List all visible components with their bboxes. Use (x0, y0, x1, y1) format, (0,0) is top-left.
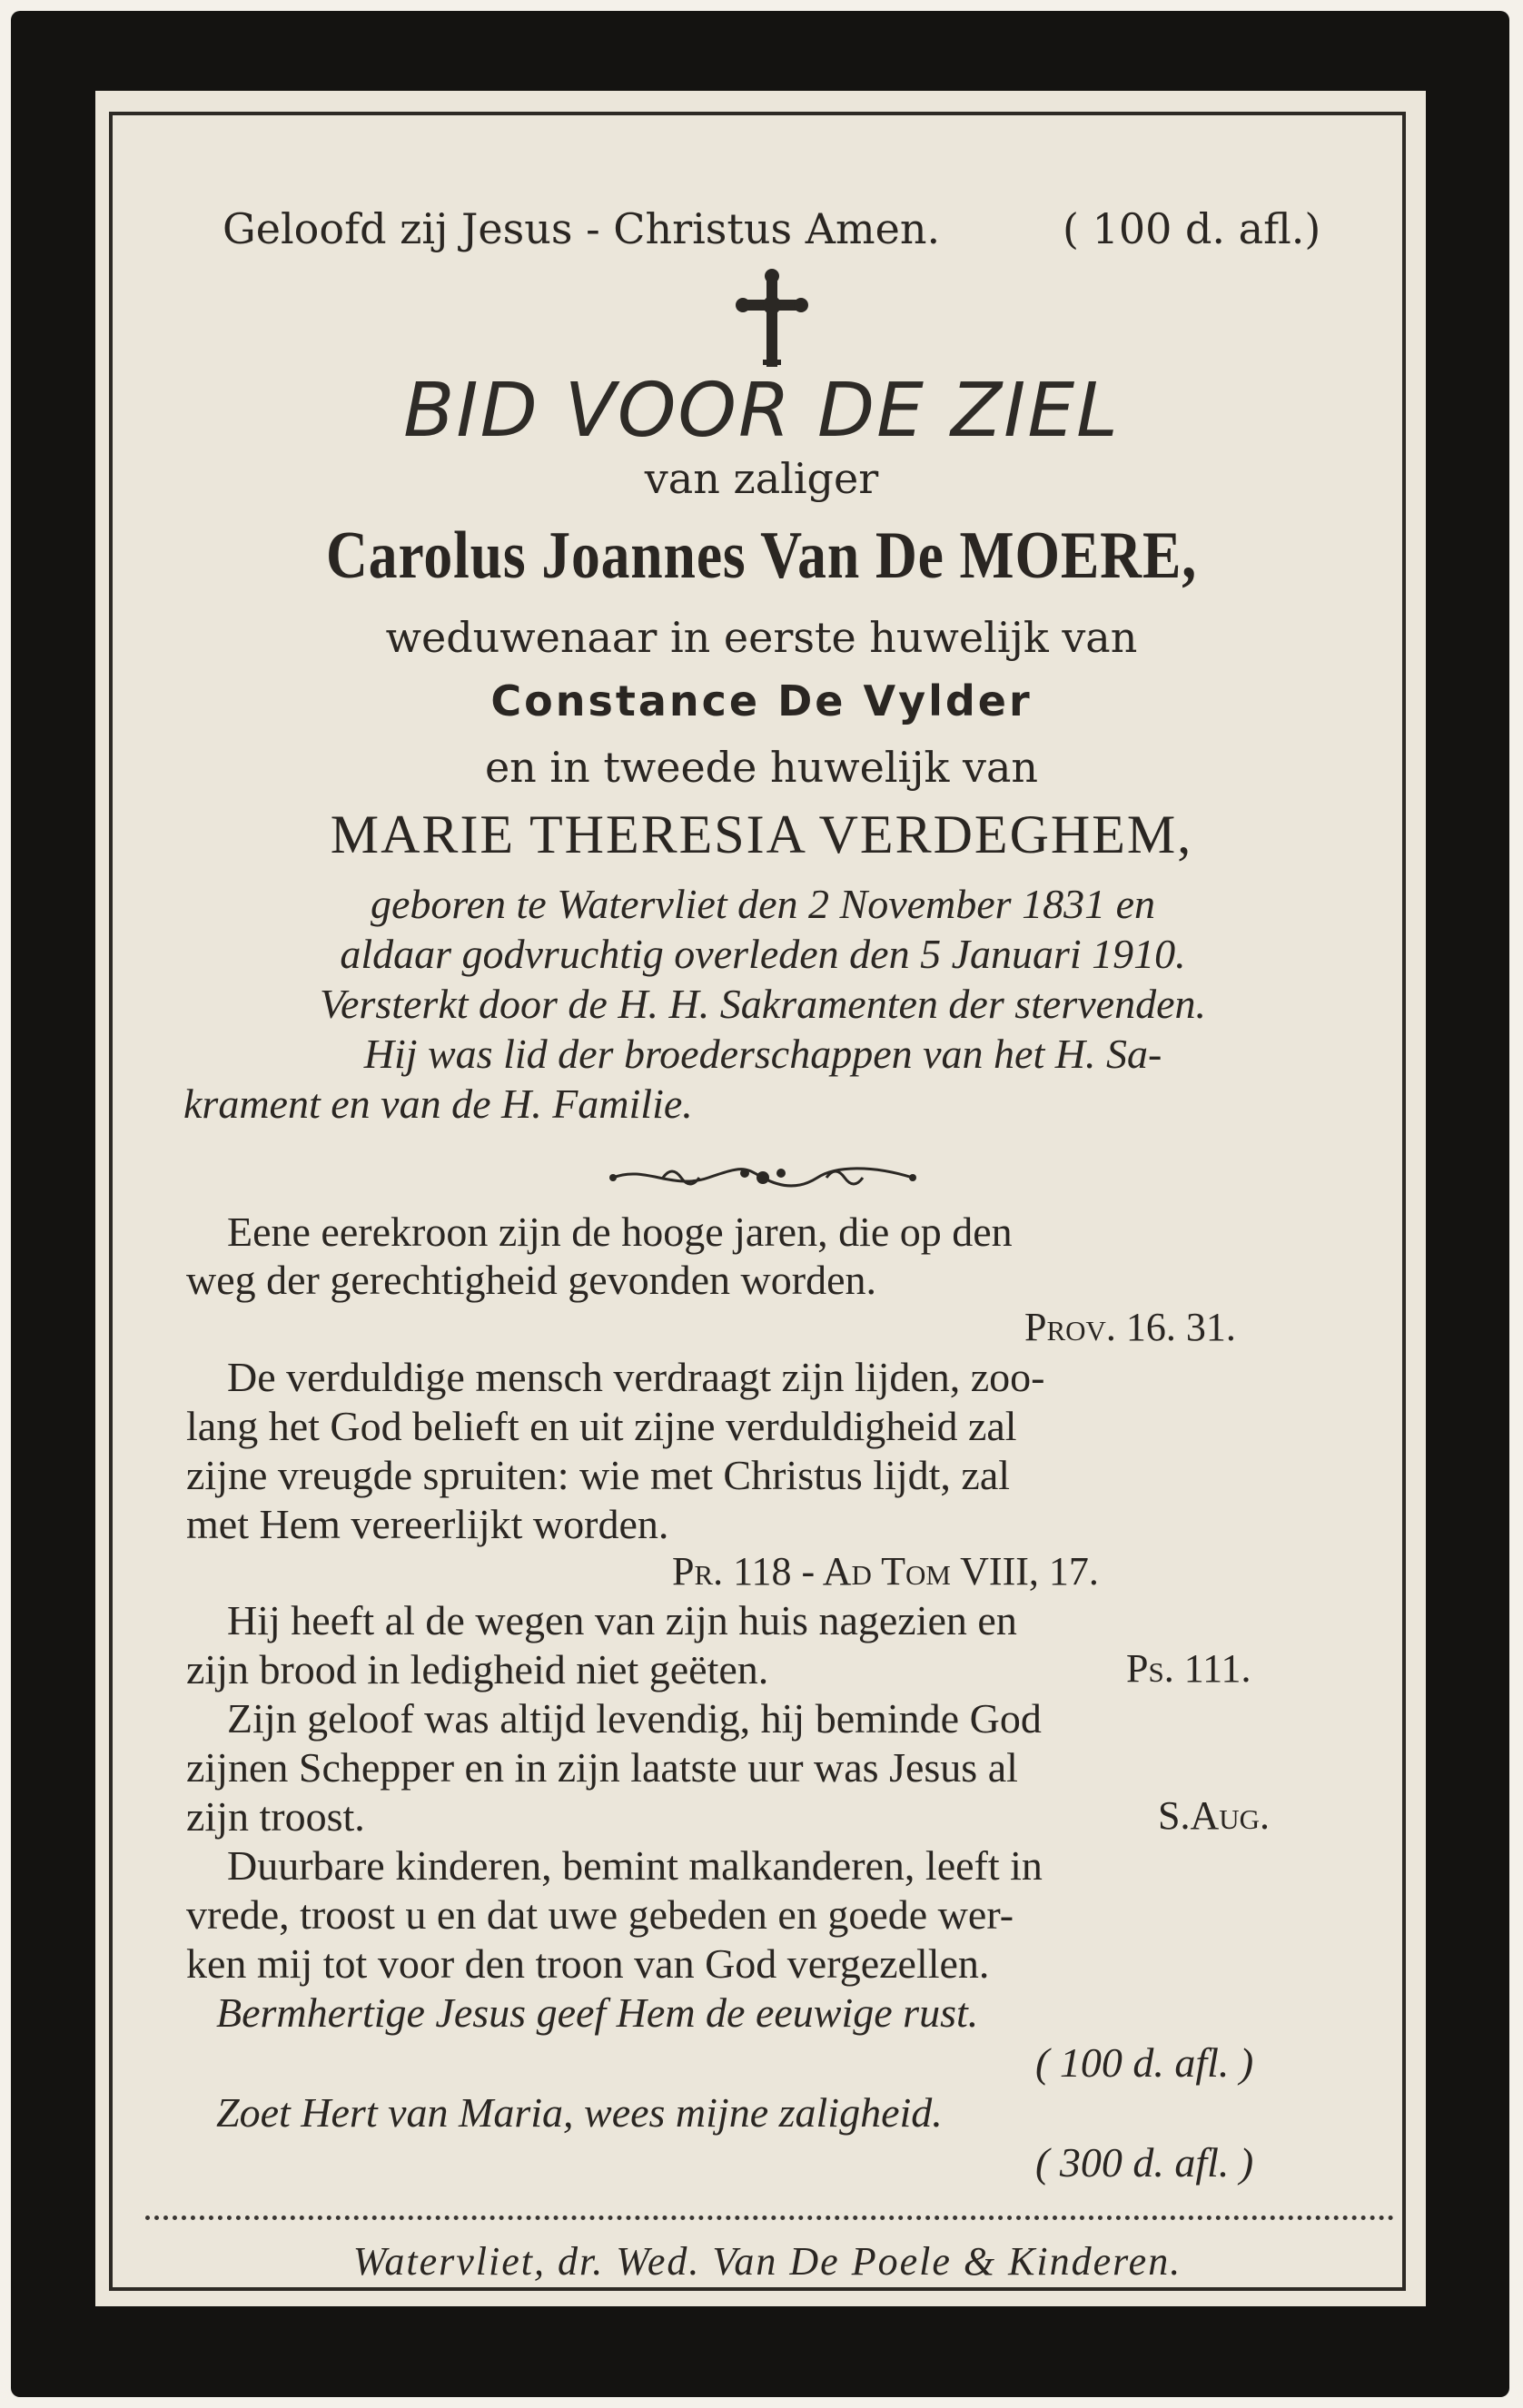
dotted-divider (145, 2216, 1394, 2220)
verse-line: zijn troost. (186, 1793, 365, 1840)
invocation: Geloofd zij Jesus - Christus Amen. (223, 204, 941, 253)
verse-line: zijnen Schepper en in zijn laatste uur was Jesus al (186, 1744, 1018, 1791)
verse-line: zijn brood in ledigheid niet geëten. (186, 1646, 769, 1693)
verse-line: Hij heeft al de wegen van zijn huis nagezien en (227, 1597, 1017, 1643)
verse-line: zijne vreugde spruiten: wie met Christus lijdt, zal (186, 1452, 1011, 1498)
widower-line: weduwenaar in eerste huwelijk van (385, 613, 1138, 662)
second-spouse: MARIE THERESIA VERDEGHEM, (330, 804, 1193, 864)
verse-reference: Pr. 118 - Ad Tom VIII, 17. (672, 1549, 1099, 1594)
verse-line: weg der gerechtigheid gevonden worden. (186, 1257, 876, 1303)
prayer-indulgence: ( 300 d. afl. ) (1035, 2139, 1254, 2186)
verse-line: met Hem vereerlijkt worden. (186, 1501, 669, 1547)
verse-line: De verduldige mensch verdraagt zijn lijden, zoo- (227, 1354, 1045, 1400)
biography-line: geboren te Watervliet den 2 November 1831 en (371, 881, 1155, 927)
verse-line: lang het God belieft en uit zijne verduldigheid zal (186, 1403, 1017, 1449)
prayer-line: Bermhertige Jesus geef Hem de eeuwige rust. (216, 1989, 979, 2036)
verse-line: ken mij tot voor den troon van God vergezellen. (186, 1940, 990, 1987)
verse-line: Eene eerekroon zijn de hooge jaren, die op den (227, 1209, 1013, 1255)
verse-reference: Prov. 16. 31. (1024, 1305, 1236, 1349)
biography-line: Hij was lid der broederschappen van het H. Sa- (363, 1031, 1162, 1077)
page-title: BID VOOR DE ZIEL (403, 368, 1120, 454)
verse-line: vrede, troost u en dat uwe gebeden en goede wer- (186, 1891, 1014, 1938)
van-zaliger: van zaliger (644, 454, 879, 503)
first-spouse: Constance De Vylder (490, 676, 1033, 725)
deceased-name: Carolus Joannes Van De MOERE, (325, 518, 1198, 593)
verse-line: Zijn geloof was altijd levendig, hij beminde God (227, 1695, 1042, 1742)
biography-line: krament en van de H. Familie. (183, 1081, 693, 1127)
ornament-divider-icon (608, 1160, 917, 1195)
verse-line: Duurbare kinderen, bemint malkanderen, leeft in (227, 1842, 1043, 1889)
biography (127, 879, 1399, 1129)
indulgence-top: ( 100 d. afl.) (1063, 204, 1321, 253)
biography-line: Versterkt door de H. H. Sakramenten der stervenden. (320, 981, 1206, 1027)
second-marriage-line: en in tweede huwelijk van (484, 743, 1039, 792)
verse-reference: S.Aug. (1158, 1793, 1271, 1838)
verse-reference: Ps. 111. (1126, 1646, 1251, 1691)
biography-line: aldaar godvruchtig overleden den 5 Januari 1910. (340, 931, 1186, 977)
printer-imprint: Watervliet, dr. Wed. Van De Poele & Kinderen. (352, 2239, 1182, 2284)
prayer-line: Zoet Hert van Maria, wees mijne zaligheid. (216, 2089, 943, 2136)
cross-icon (736, 269, 808, 370)
prayer-indulgence: ( 100 d. afl. ) (1035, 2039, 1254, 2086)
